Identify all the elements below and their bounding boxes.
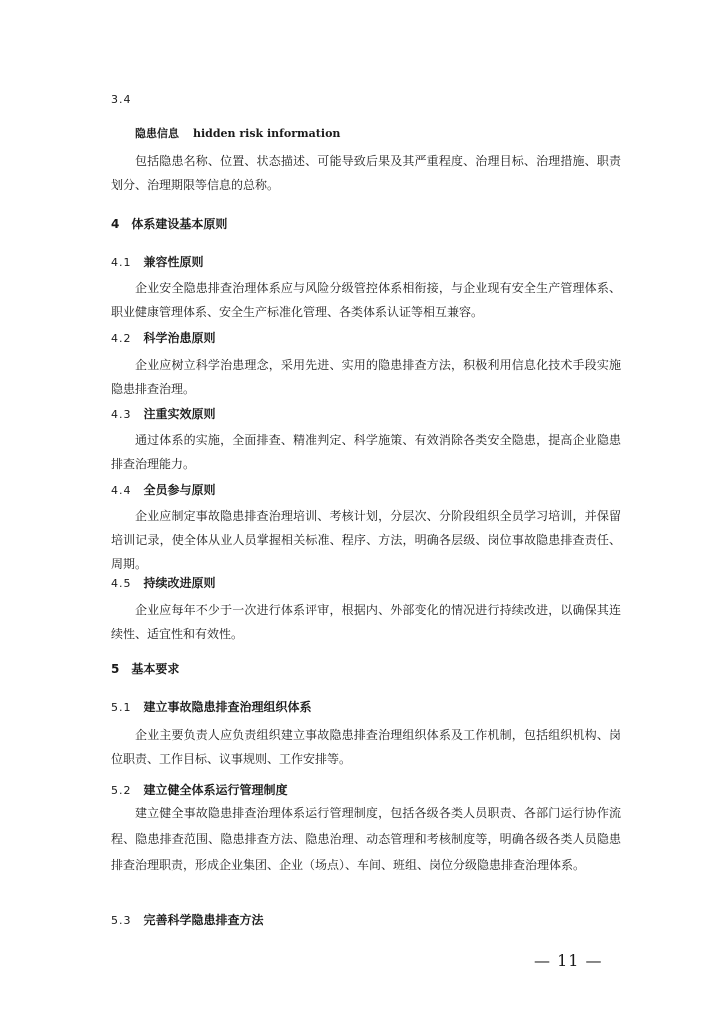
clause-title: 科学治患原则 — [143, 331, 216, 345]
clause-number: 4.3 — [111, 408, 132, 421]
term-cn: 隐患信息 — [135, 127, 179, 140]
page-number: — 11 — — [534, 951, 603, 970]
term-en: hidden risk information — [193, 127, 341, 140]
clause-title: 完善科学隐患排查方法 — [143, 913, 264, 927]
section-4-title: 体系建设基本原则 — [131, 217, 228, 231]
clause-number: 4.5 — [111, 577, 132, 590]
clause-text-4-1: 企业安全隐患排查治理体系应与风险分级管控体系相衔接，与企业现有安全生产管理体系、职业健康管理体系、安全生产标准化管理、各类体系认证等相互兼容。 — [111, 281, 621, 319]
clause-text-5-2: 建立健全事故隐患排查治理体系运行管理制度，包括各级各类人员职责、各部门运行协作流程、隐患排查范围、隐患排查方法、隐患治理、动态管理和考核制度等，明确各级各类人员隐患排查治理职责，形成企业集团、企业（场点）、车间、班组、岗位分级隐患排查治理体系。 — [111, 806, 621, 872]
clause-heading-4-3 — [111, 405, 216, 422]
clause-heading-4-4 — [111, 481, 216, 498]
clause-number: 4.2 — [111, 332, 132, 345]
clause-text-4-2: 企业应树立科学治患理念，采用先进、实用的隐患排查方法，积极利用信息化技术手段实施隐患排查治理。 — [111, 358, 621, 396]
clause-text-4-3: 通过体系的实施，全面排查、精准判定、科学施策、有效消除各类安全隐患，提高企业隐患排查治理能力。 — [111, 433, 621, 471]
clause-number: 5.3 — [111, 914, 132, 927]
clause-number: 4.1 — [111, 256, 132, 269]
clause-text-4-4: 企业应制定事故隐患排查治理培训、考核计划，分层次、分阶段组织全员学习培训，并保留培训记录，使全体从业人员掌握相关标准、程序、方法，明确各层级、岗位事故隐患排查责任、周期。 — [111, 509, 621, 571]
clause-heading-5-1 — [111, 698, 312, 715]
clause-text-5-1: 企业主要负责人应负责组织建立事故隐患排查治理组织体系及工作机制，包括组织机构、岗位职责、工作目标、议事规则、工作安排等。 — [111, 728, 621, 766]
clause-title: 全员参与原则 — [143, 483, 216, 497]
clause-text-4-5: 企业应每年不少于一次进行体系评审，根据内、外部变化的情况进行持续改进，以确保其连续性、适宜性和有效性。 — [111, 603, 621, 641]
clause-heading-4-2 — [111, 329, 216, 346]
section-4-heading — [111, 215, 227, 232]
section-5-title: 基本要求 — [131, 662, 180, 676]
section-5-number: 5 — [111, 662, 120, 676]
section-4-number: 4 — [111, 217, 120, 231]
clause-number: 5.1 — [111, 701, 132, 714]
clause-heading-4-5 — [111, 574, 216, 591]
clause-title: 兼容性原则 — [143, 255, 204, 269]
clause-title: 注重实效原则 — [143, 407, 216, 421]
clause-number-3-4: 3.4 — [111, 93, 132, 106]
term-definition: 包括隐患名称、位置、状态描述、可能导致后果及其严重程度、治理目标、治理措施、职责划分、治理期限等信息的总称。 — [111, 154, 621, 192]
clause-number: 5.2 — [111, 784, 132, 797]
term-heading — [135, 122, 340, 141]
clause-heading-5-2 — [111, 781, 288, 798]
section-5-heading — [111, 660, 179, 677]
clause-title: 持续改进原则 — [143, 576, 216, 590]
clause-title: 建立健全体系运行管理制度 — [143, 783, 288, 797]
clause-title: 建立事故隐患排查治理组织体系 — [143, 700, 312, 714]
clause-heading-5-3 — [111, 911, 264, 928]
clause-number: 4.4 — [111, 484, 132, 497]
clause-heading-4-1 — [111, 253, 204, 270]
